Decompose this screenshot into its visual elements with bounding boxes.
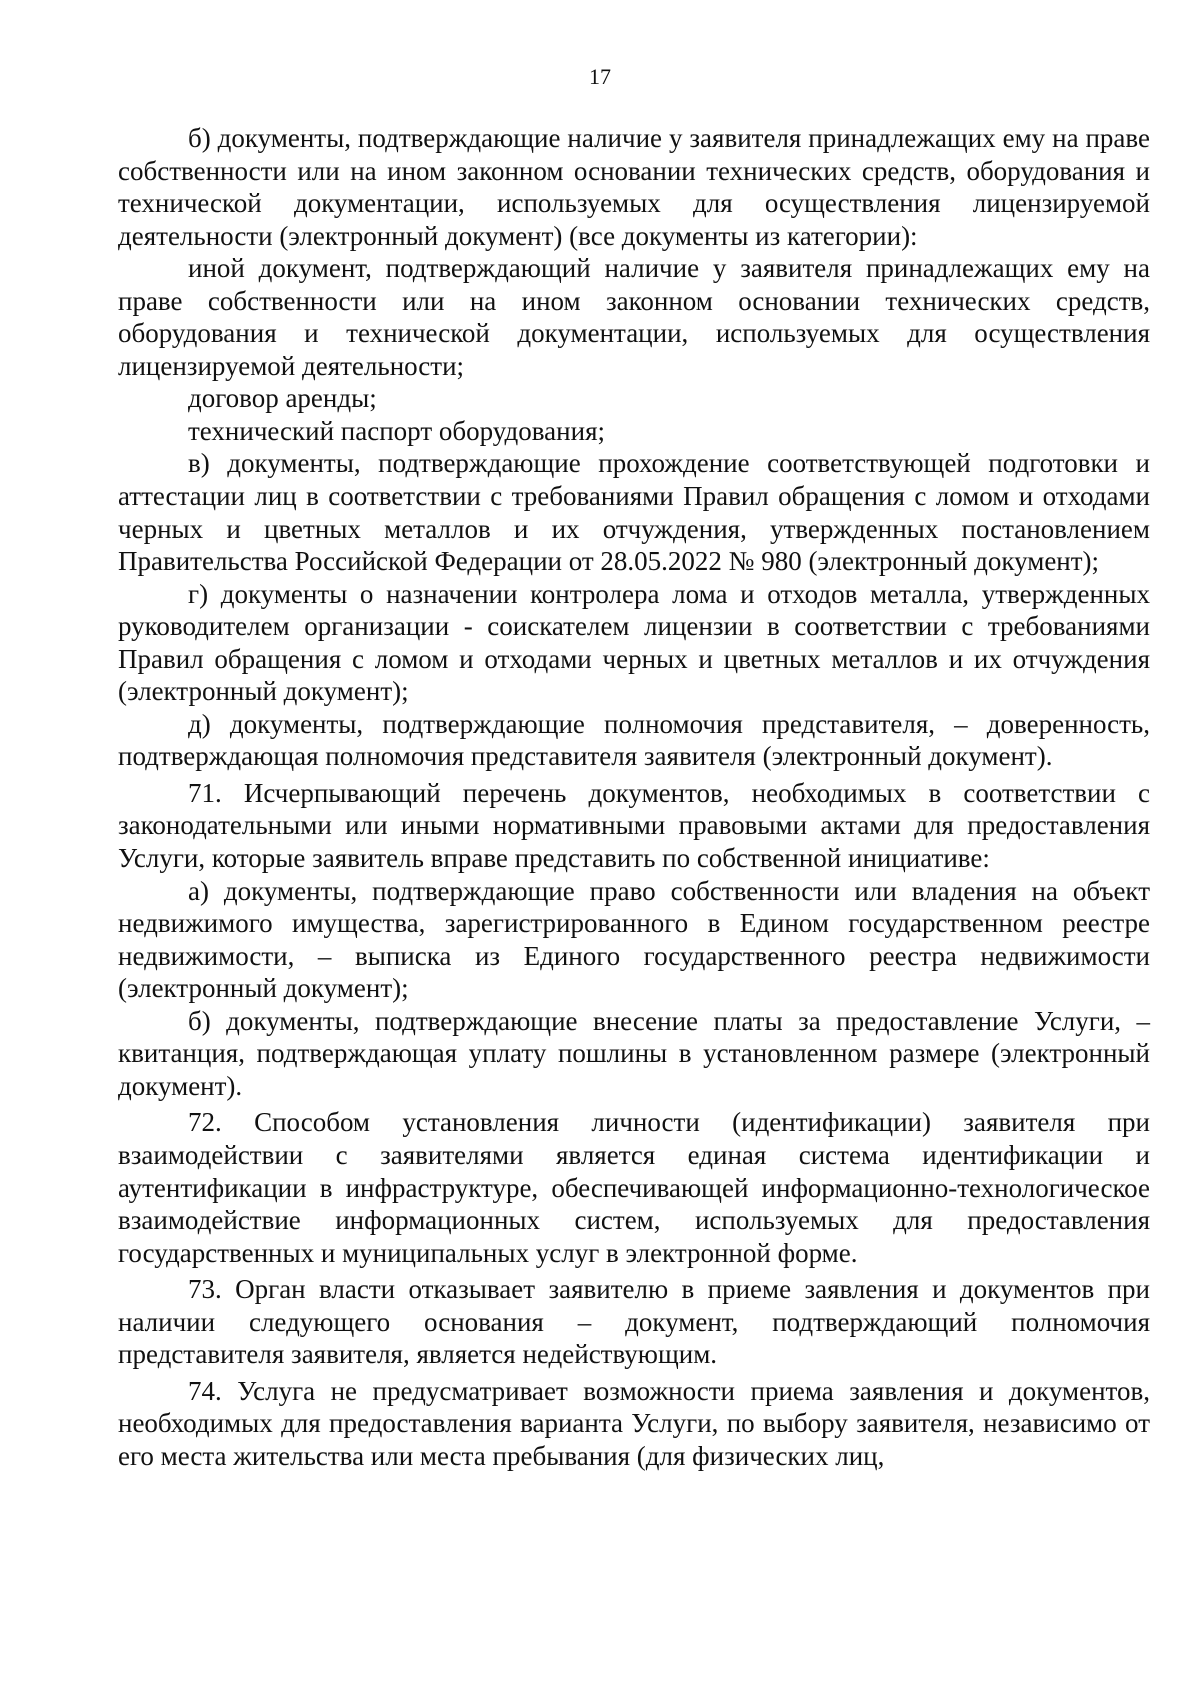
- paragraph-technical-passport: технический паспорт оборудования;: [188, 415, 605, 446]
- paragraph-b-technical-means: б) документы, подтверждающие наличие у заявителя принадлежащих ему на праве собственности или на ином законном основании технических средств, оборудования и технической документации, используемых для осуществления лицензируемой деятельности (электронный документ) (все документы из категории):: [118, 123, 1150, 251]
- paragraph-b-payment: б) документы, подтверждающие внесение платы за предоставление Услуги, – квитанция, подтверждающая уплату пошлины в установленном размере (электронный документ).: [118, 1005, 1150, 1101]
- paragraph-other-document: иной документ, подтверждающий наличие у заявителя принадлежащих ему на праве собственности или на ином законном основании технических средств, оборудования и технической документации, используемых для осуществления лицензируемой деятельности;: [118, 253, 1150, 381]
- paragraph-a-property-rights: а) документы, подтверждающие право собственности или владения на объект недвижимого имущества, зарегистрированного в Едином государственном реестре недвижимости, – выписка из Единого государственного реестра недвижимости (электронный документ);: [118, 875, 1150, 1004]
- page-number: 17: [589, 64, 611, 89]
- paragraph-72-identification: 72. Способом установления личности (идентификации) заявителя при взаимодействии с заявителями является единая система идентификации и аутентификации в инфраструктуре, обеспечивающей информационно-технологическое взаимодействие информационных систем, используемых для предоставления государственных и муниципальных услуг в электронной форме.: [118, 1107, 1150, 1268]
- paragraph-d-representative: д) документы, подтверждающие полномочия представителя, – доверенность, подтверждающая полномочия представителя заявителя (электронный документ).: [118, 708, 1150, 772]
- paragraph-g-controller: г) документы о назначении контролера лома и отходов металла, утвержденных руководителем организации - соискателем лицензии в соответствии с требованиями Правил обращения с ломом и отходами черных и цветных металлов и их отчуждения (электронный документ);: [118, 578, 1150, 707]
- paragraph-71-optional-documents: 71. Исчерпывающий перечень документов, необходимых в соответствии с законодательными или иными нормативными правовыми актами для предоставления Услуги, которые заявитель вправе представить по собственной инициативе:: [118, 777, 1150, 874]
- paragraph-v-attestation: в) документы, подтверждающие прохождение соответствующей подготовки и аттестации лиц в соответствии с требованиями Правил обращения с ломом и отходами черных и цветных металлов и их отчуждения, утвержденных постановлением Правительства Российской Федерации от 28.05.2022 № 980 (электронный документ);: [118, 448, 1150, 577]
- paragraph-74-extraterritorial: 74. Услуга не предусматривает возможности приема заявления и документов, необходимых для предоставления варианта Услуги, по выбору заявителя, независимо от его места жительства или места пребывания (для физических лиц,: [118, 1375, 1150, 1471]
- paragraph-lease-agreement: договор аренды;: [188, 383, 377, 414]
- paragraph-73-refusal: 73. Орган власти отказывает заявителю в приеме заявления и документов при наличии следующего основания – документ, подтверждающий полномочия представителя заявителя, является недействующим.: [118, 1274, 1150, 1370]
- document-body: [118, 122, 1150, 1472]
